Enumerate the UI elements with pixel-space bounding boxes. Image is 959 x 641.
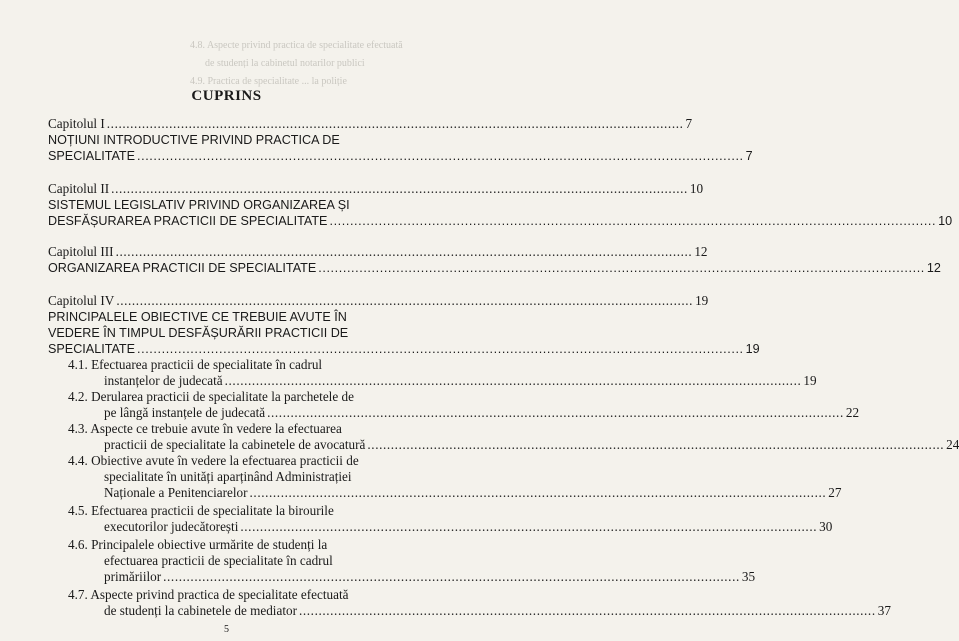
toc-entry-label: executorilor judecătorești [104,519,239,534]
leader-dots: .................................................................................................................................................... [111,181,688,196]
toc-section-title: 4.7. Aspecte privind practica de specialitate efectuată [68,587,349,602]
toc-entry-label: Capitolul IV [48,293,115,308]
toc-page-number: 19 [803,373,817,388]
leader-dots: .................................................................................................................................................... [329,214,937,228]
page-title: CUPRINS [191,88,262,104]
toc-section-title: 4.4. Obiective avute în vedere la efectuarea practicii de [68,453,359,468]
toc-entry-label: Capitolul III [48,244,114,259]
toc-entry-chapter-1 [48,116,693,132]
toc-chapter-title: SISTEMUL LEGISLATIV PRIVIND ORGANIZAREA ȘI [48,198,350,212]
toc-entry-chapter-2-title [48,213,953,229]
toc-entry-section-4-6 [104,569,756,585]
leader-dots: .................................................................................................................................................... [267,405,844,420]
toc-entry-chapter-3 [48,244,708,260]
toc-page-number: 37 [877,603,891,618]
toc-entry-section-4-4 [104,485,842,501]
toc-page-number: 10 [938,214,953,228]
toc-entry-section-4-5 [104,519,833,535]
toc-entry-label: pe lângă instanțele de judecată [104,405,266,420]
leader-dots: .................................................................................................................................................... [224,373,802,388]
toc-page-number: 19 [695,293,709,308]
toc-entry-label: primăriilor [104,569,162,584]
toc-entry-label: Naționale a Penitenciarelor [104,485,248,500]
leader-dots: .................................................................................................................................................... [249,485,827,500]
leader-dots: .................................................................................................................................................... [367,437,945,452]
toc-entry-label: practicii de specialitate la cabinetele de avocatură [104,437,366,452]
toc-section-title: 4.3. Aspecte ce trebuie avute în vedere la efectuarea [68,421,342,436]
toc-chapter-title: NOȚIUNI INTRODUCTIVE PRIVIND PRACTICA DE [48,133,340,147]
page-number: 5 [224,624,229,635]
toc-chapter-title: VEDERE ÎN TIMPUL DESFĂȘURĂRII PRACTICII DE [48,326,349,340]
toc-page-number: 19 [745,342,760,356]
toc-section-title: 4.2. Derularea practicii de specialitate la parchetele de [68,389,354,404]
toc-entry-chapter-4 [48,293,709,309]
toc-section-title: 4.1. Efectuarea practicii de specialitate în cadrul [68,357,323,372]
toc-entry-chapter-4-title [48,341,760,357]
toc-page-number: 24 [946,437,959,452]
bleed-through-line: 4.8. Aspecte privind practica de specialitate efectuată [190,40,403,51]
toc-entry-label: de studenți la cabinetele de mediator [104,603,297,618]
leader-dots: .................................................................................................................................................... [106,116,684,131]
toc-page-number: 22 [845,405,860,420]
leader-dots: .................................................................................................................................................... [116,293,694,308]
toc-section-title: efectuarea practicii de specialitate în cadrul [104,553,333,568]
toc-entry-section-4-3 [104,437,959,453]
toc-page-number: 10 [689,181,704,196]
leader-dots: .................................................................................................................................................... [137,149,744,163]
leader-dots: .................................................................................................................................................... [163,569,740,584]
toc-entry-section-4-2 [104,405,860,421]
toc-page-number: 35 [741,569,756,584]
toc-entry-label: Capitolul II [48,181,110,196]
leader-dots: .................................................................................................................................................... [115,244,693,259]
toc-section-title: specialitate în unități aparținând Administrației [104,469,352,484]
toc-entry-section-4-1 [104,373,817,389]
toc-entry-chapter-2 [48,181,704,197]
toc-entry-chapter-1-title [48,148,753,164]
bleed-through-line: de studenți la cabinetul notarilor publici [205,58,365,69]
leader-dots: .................................................................................................................................................... [318,261,925,275]
toc-entry-label: Capitolul I [48,116,105,131]
toc-page-number: 12 [694,244,708,259]
toc-chapter-title: PRINCIPALELE OBIECTIVE CE TREBUIE AVUTE ÎN [48,310,347,324]
toc-page-number: 30 [819,519,833,534]
toc-entry-label: SPECIALITATE [48,149,136,163]
toc-page-number: 12 [926,261,941,275]
bleed-through-line: 4.9. Practica de specialitate ... la poliție [190,76,347,87]
leader-dots: .................................................................................................................................................... [298,603,876,618]
leader-dots: .................................................................................................................................................... [137,342,744,356]
toc-page-number: 27 [828,485,842,500]
toc-entry-chapter-3-title [48,260,941,276]
toc-entry-label: DESFĂȘURAREA PRACTICII DE SPECIALITATE [48,214,328,228]
toc-entry-label: instanțelor de judecată [104,373,223,388]
toc-section-title: 4.5. Efectuarea practicii de specialitate la birourile [68,503,334,518]
toc-page-number: 7 [685,116,693,131]
toc-page-number: 7 [745,149,753,163]
toc-section-title: 4.6. Principalele obiective urmărite de studenți la [68,537,328,552]
toc-entry-label: SPECIALITATE [48,342,136,356]
toc-entry-label: ORGANIZAREA PRACTICII DE SPECIALITATE [48,261,317,275]
leader-dots: .................................................................................................................................................... [240,519,818,534]
toc-entry-section-4-7 [104,603,891,619]
